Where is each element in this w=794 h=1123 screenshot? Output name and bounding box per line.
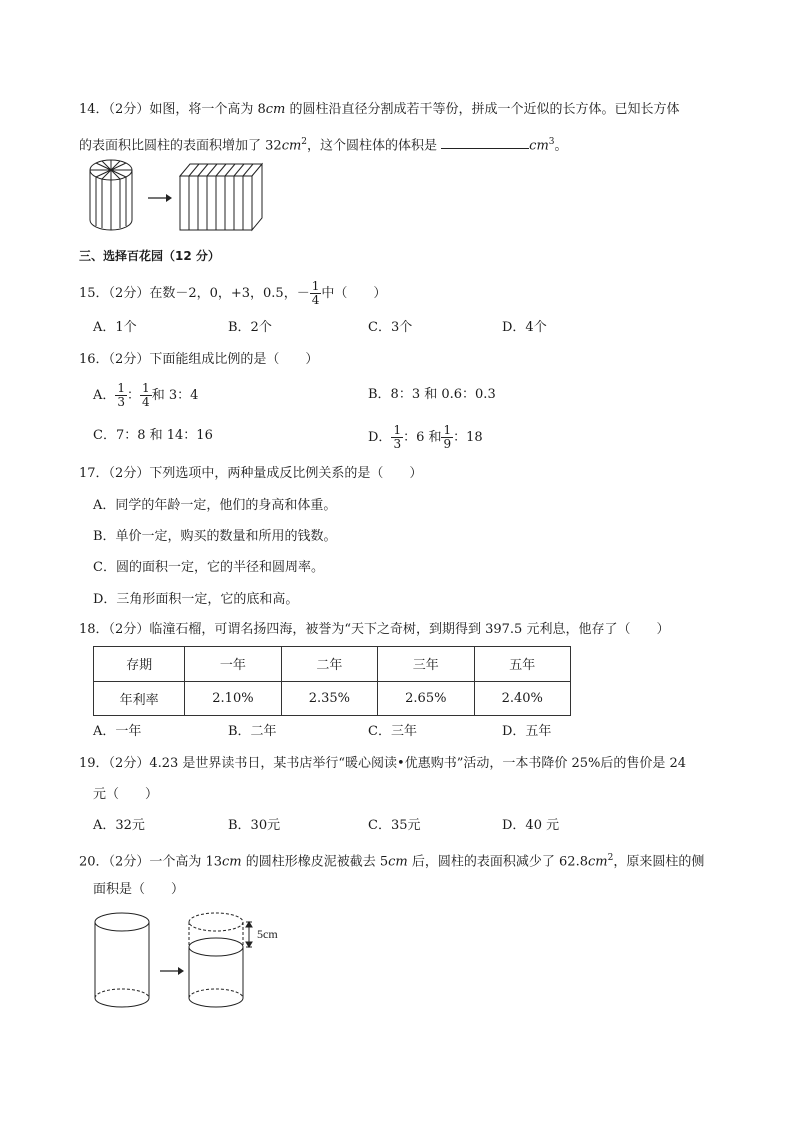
q19-option-b[interactable]: B．30元 [228, 818, 281, 833]
arrow-right-icon [160, 967, 184, 975]
answer-blank[interactable] [441, 134, 529, 149]
table-cell: 2.10% [185, 681, 281, 716]
q17-option-d[interactable]: D．三角形面积一定，它的底和高。 [93, 592, 299, 607]
table-header-cell: 一年 [185, 647, 281, 682]
q17-option-a[interactable]: A．同学的年龄一定，他们的身高和体重。 [93, 498, 337, 513]
fraction: $\frac{1}{3}$ [117, 381, 126, 409]
table-cell: 2.65% [378, 681, 474, 716]
q16-option-d[interactable]: D． $\frac{1}{3}$ ：6 和 $\frac{1}{9}$ ：18 [368, 423, 483, 451]
q19-line2: 元（ ） [93, 787, 159, 802]
table-header-cell: 存期 [94, 647, 185, 682]
q16-option-a[interactable]: A． $\frac{1}{3}$ ： $\frac{1}{4}$ 和 3：4 [93, 381, 199, 409]
q17-option-b[interactable]: B．单价一定，购买的数量和所用的钱数。 [93, 529, 337, 544]
fraction: $\frac{1}{9}$ [443, 423, 452, 451]
cylinder-sliced-icon [90, 160, 132, 230]
fraction: $\frac{1}{4}$ [142, 381, 150, 409]
fraction: $\frac{1}{3}$ [393, 423, 402, 451]
table-row [94, 681, 571, 716]
q19-option-a[interactable]: A．32元 [93, 818, 145, 833]
q19-option-d[interactable]: D．40 元 [502, 818, 560, 833]
section-heading: 三、选择百花园（12 分） [79, 249, 220, 263]
height-arrow-icon [246, 922, 252, 947]
q20-figure [90, 910, 310, 1015]
table-header-cell: 三年 [378, 647, 474, 682]
q16-option-c[interactable]: C．7：8 和 14：16 [93, 428, 213, 443]
q18-option-a[interactable]: A．一年 [93, 724, 142, 739]
fraction: $\frac{1}{4}$ [311, 279, 320, 307]
q18-stem: 18．（2分）临潼石榴，可谓名扬四海，被誉为“天下之奇树，到期得到 397.5 元利息，他存了（ ） [79, 622, 670, 637]
q17-option-c[interactable]: C．圆的面积一定，它的半径和圆周率。 [93, 560, 324, 575]
q18-option-b[interactable]: B．二年 [228, 724, 277, 739]
arrow-right-icon [148, 194, 172, 202]
interest-rate-table [93, 646, 571, 716]
q14-line1: 14．（2分）如图，将一个高为 8cm 的圆柱沿直径分割成若干等份，拼成一个近似的长方体。已知长方体 [79, 102, 680, 117]
cut-cylinder-icon [189, 913, 243, 1007]
q15-stem: 15．（2分）在数－2，0，+3，0.5，－ $\frac{1}{4}$ 中（ ） [79, 279, 387, 307]
q20-line1: 20．（2分）一个高为 13cm 的圆柱形橡皮泥被截去 5cm 后，圆柱的表面积减少了 $62.8cm^2$，原来圆柱的侧 [79, 853, 705, 870]
q18-option-c[interactable]: C．三年 [368, 724, 417, 739]
q14-figure [86, 156, 266, 232]
height-label: 5cm [257, 927, 278, 941]
q20-line2: 面积是（ ） [93, 882, 185, 897]
q16-stem: 16．（2分）下面能组成比例的是（ ） [79, 352, 319, 367]
q15-option-d[interactable]: D．4个 [502, 320, 547, 335]
table-cell: 2.40% [474, 681, 570, 716]
q19-option-c[interactable]: C．35元 [368, 818, 421, 833]
table-header-cell: 五年 [474, 647, 570, 682]
cylinder-icon [95, 913, 149, 1007]
q15-option-a[interactable]: A．1个 [93, 320, 137, 335]
cuboid-icon [180, 164, 262, 230]
table-cell: 2.35% [281, 681, 377, 716]
q15-option-b[interactable]: B．2个 [228, 320, 272, 335]
table-row [94, 647, 571, 682]
q18-option-d[interactable]: D．五年 [502, 724, 552, 739]
q15-option-c[interactable]: C．3个 [368, 320, 413, 335]
q19-line1: 19．（2分）4.23 是世界读书日，某书店举行“暖心阅读•优惠购书”活动，一本书降价 25%后的售价是 24 [79, 756, 687, 771]
table-header-cell: 二年 [281, 647, 377, 682]
q17-stem: 17．（2分）下列选项中，两种量成反比例关系的是（ ） [79, 466, 423, 481]
q14-line2: 的表面积比圆柱的表面积增加了 $32cm^2$，这个圆柱体的体积是 $cm^3$。 [79, 132, 568, 156]
q16-option-b[interactable]: B．8：3 和 0.6：0.3 [368, 387, 496, 402]
table-cell: 年利率 [94, 681, 185, 716]
